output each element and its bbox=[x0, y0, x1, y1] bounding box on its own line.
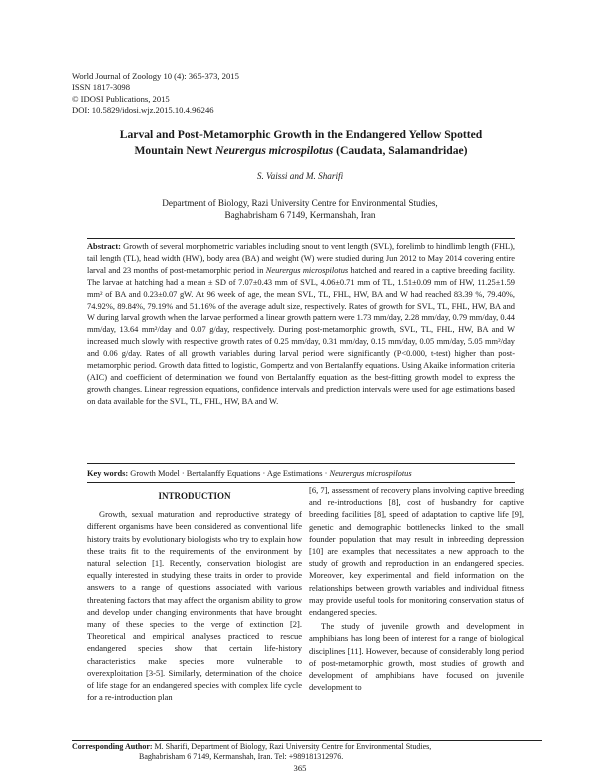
section-heading-introduction: INTRODUCTION bbox=[158, 491, 231, 501]
footer-divider bbox=[72, 740, 542, 741]
title-species: Neurergus microspilotus bbox=[214, 144, 334, 157]
title-line-1: Larval and Post-Metamorphic Growth in the Endangered Yellow Spotted bbox=[119, 128, 483, 141]
left-column bbox=[87, 488, 302, 733]
paper-title bbox=[60, 127, 542, 159]
corresponding-label: Corresponding Author: bbox=[72, 742, 153, 751]
abstract-label: Abstract: bbox=[87, 242, 121, 251]
title-suffix: (Caudata, Salamandridae) bbox=[333, 144, 468, 157]
right-column bbox=[309, 484, 524, 734]
title-line-2 bbox=[60, 143, 542, 159]
intro-paragraph-2: [6, 7], assessment of recovery plans involving captive breeding and re-introductions [8], cost of husbandry for captive breeding facilities [8], speed of adaptation to captive life [9], genetic and demographic bottlenecks linked to the small founder population that may result in inbreeding depression [10] are examples that necessitates a new approach to the study of growth and reproduction in an endangered species. Moreover, key experimental and field information on the relationships between growth variables and individual fitness may provide useful tools for monitoring conservation status of endangered species. bbox=[309, 485, 524, 618]
keyword: Growth Model bbox=[130, 469, 180, 478]
abstract-text-2: hatched and reared in a captive breeding facility. The larvae at hatching had a mean ± SD of 7.07±0.43 mm of SVL, 4.06±0.71 mm of TL, 1.51±0.09 mm of HW, 11.25±1.59 mm² of BA and 0.23±0.07 gW. At 96 week of age, the mean SVL, TL, FHL, HW, BA and W had reached 83.39 %, 79.40%, 74.92%, 89.84%, 79.19% and 51.16% of the average adult size, respectively. Rates of growth for SVL, TL, FHL, HW, BA and W during larval growth when the larvae performed a linear growth pattern were 1.73 mm/day, 2.28 mm/day, 0.79 mm/day, 0.44 mm/day, 13.64 mm²/day and 0.07 g/day, respectively. During post-metamorphic growth, SVL, TL, FHL, HW, BA and W increased much slowly with respective growth rates of 0.25 mm/day, 0.31 mm/day, 0.15 mm/day, 0.05 mm/day, 5.05 mm²/day and 0.06 g/day. Rates of all growth variables during larval period were significantly (P<0.000, t-test) higher than post-metamorphic period. Growth data fitted to logistic, Gompertz and von Bertalanffy equations. Using Akaike information criteria (AIC) and coefficient of determination we found von Bertalanffy equation as the best-fitting growth model to express the growth changes. Linear regression equations, confidence intervals and prediction intervals were used for age estimations based on data available for the SVL, TL, FHL, HW, BA and W. bbox=[87, 265, 515, 406]
affiliation-line-1: Department of Biology, Razi University Centre for Environmental Studies, bbox=[162, 198, 438, 208]
intro-paragraph-3: The study of juvenile growth and development in amphibians has long been of interest for a range of biological disciplines [11]. However, because of considerably long period of post-metamorphic growth, most studies of growth and development of amphibians have focused on juvenile development to bbox=[309, 621, 524, 693]
affiliation bbox=[0, 197, 600, 222]
issn: ISSN 1817-3098 bbox=[72, 82, 131, 93]
keywords: Key words: Growth Model · Bertalanffy Equations · Age Estimations · Neurergus microspilotus bbox=[87, 468, 515, 483]
journal-header bbox=[72, 71, 239, 116]
title-text: Mountain Newt bbox=[134, 144, 215, 157]
abstract-text-1: Growth of several morphometric variables including snout to vent length (SVL), forelimb to hindlimb length (FHL), tail length (TL), head width (HW), body area (BA) and weight (W) were studied during Jun 2012 to May 2014 covering entire larval and 23 months of post-metamorphic period in bbox=[87, 242, 515, 275]
keyword: Neurergus microspilotus bbox=[329, 469, 412, 478]
intro-paragraph-1: Growth, sexual maturation and reproductive strategy of different organisms have been considered as conventional life history traits by evolutionary biologists who try to explain how these traits fit to the requirements of the environment by natural selection [1]. Recently, conservation biologist are equally interested in studying these traits in order to provide answers to a range of questions associated with various threatening factors that may affect the organism ability to grow and develop under changing environments that have brought many of these species to the verge of extinction [2]. Theoretical and empirical analyses practiced to rescue endangered species show that certain life-history characteristics make species more vulnerable to overexploitation [3-5]. Similarly, determination of the choice of life stage for an endangered species with complex life cycle for a re-introduction plan bbox=[87, 509, 302, 703]
keyword: Bertalanffy Equations bbox=[186, 469, 261, 478]
corresponding-line-2: Baghabrisham 6 7149, Kermanshah, Iran. Tel: +989181312976. bbox=[139, 752, 344, 762]
corresponding-line-1: M. Sharifi, Department of Biology, Razi University Centre for Environmental Studies, bbox=[152, 742, 432, 751]
abstract-species: Neurergus microspilotus bbox=[265, 265, 349, 275]
affiliation-line-2: Baghabrisham 6 7149, Kermanshah, Iran bbox=[224, 210, 376, 221]
copyright: © IDOSI Publications, 2015 bbox=[72, 93, 170, 104]
doi: DOI: 10.5829/idosi.wjz.2015.10.4.96246 bbox=[72, 104, 214, 115]
journal-citation: World Journal of Zoology 10 (4): 365-373, 2015 bbox=[72, 71, 239, 81]
keyword: Age Estimations bbox=[266, 469, 323, 478]
abstract bbox=[87, 238, 515, 464]
page-number: 365 bbox=[293, 763, 307, 773]
authors: S. Vaissi and M. Sharifi bbox=[256, 171, 344, 181]
keywords-label: Key words: bbox=[87, 469, 129, 478]
corresponding-author bbox=[72, 742, 542, 763]
